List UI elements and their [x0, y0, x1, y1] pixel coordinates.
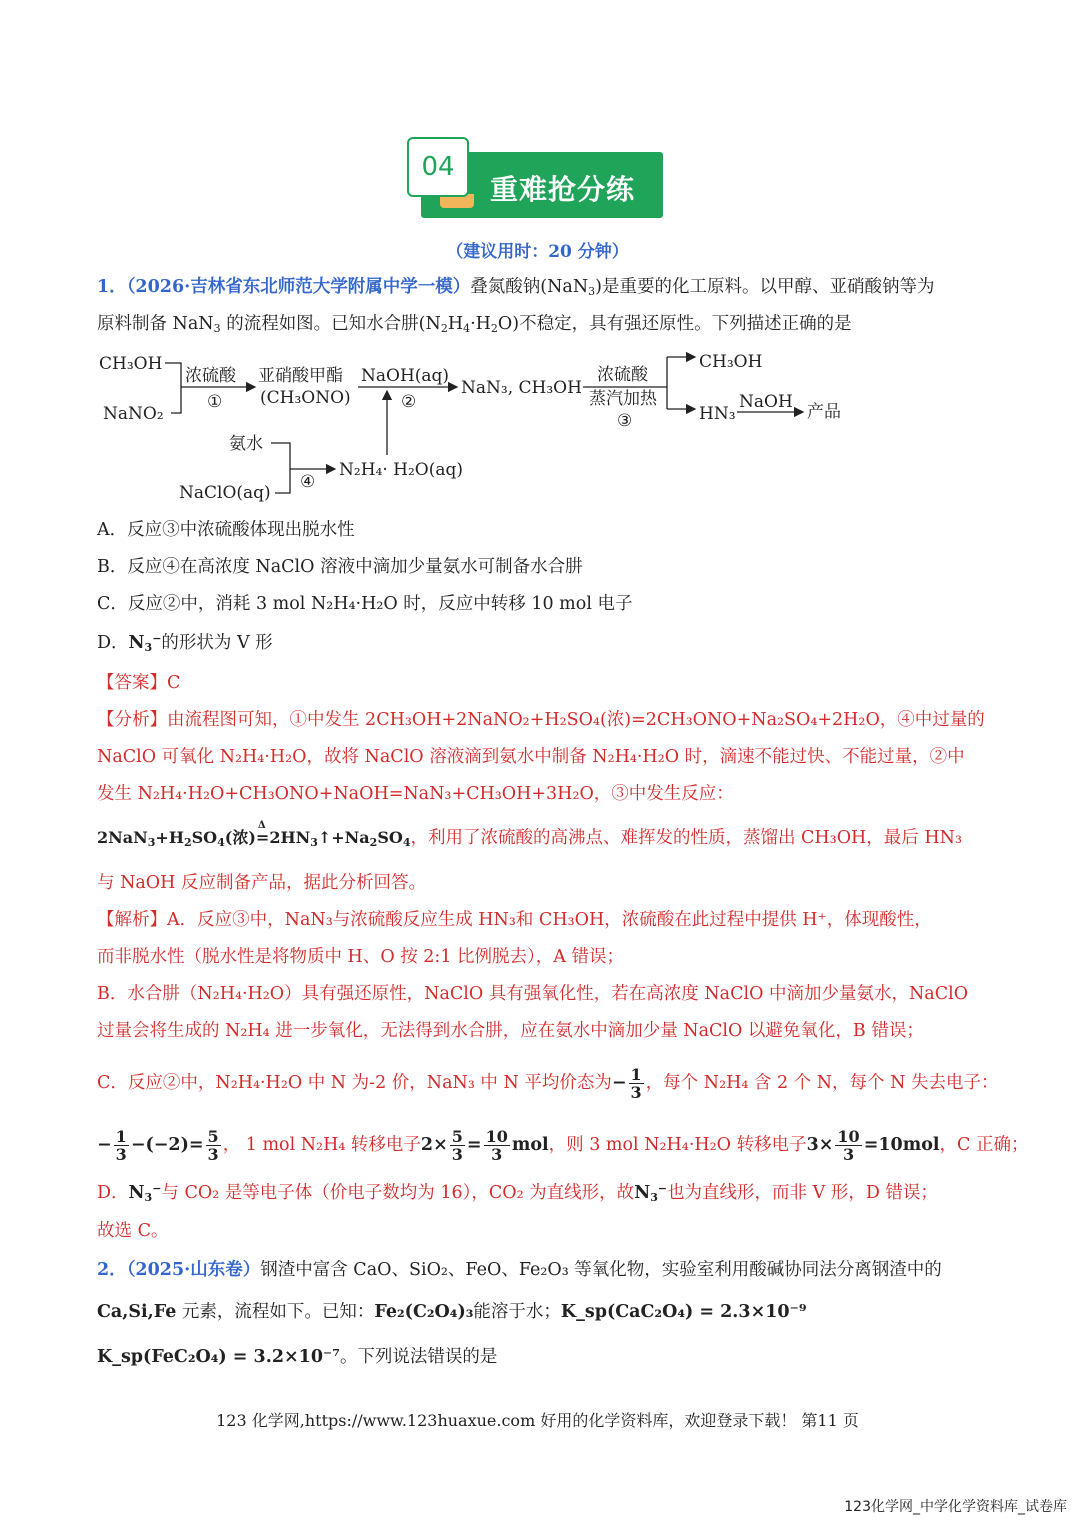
flow-conc-h2so4-2: 浓硫酸 — [597, 365, 648, 385]
q2-ksp-fec2o4: K_sp(FeC₂O₄) = 3.2×10⁻⁷ — [97, 1347, 340, 1367]
option-d-text: 的形状为 V 形 — [161, 633, 273, 653]
flow-product: 产品 — [807, 402, 841, 422]
explain-text: 也为直线形，而非 V 形，D 错误； — [667, 1183, 938, 1203]
q2-line3 — [97, 1345, 497, 1369]
q1-text: 的流程如图。已知水合肼(N — [220, 314, 441, 334]
section-title: 重难抢分练 — [490, 173, 636, 206]
flow-steam-heat: 蒸汽加热 — [589, 389, 657, 409]
q2-line1 — [97, 1258, 942, 1282]
flow-hydrazine: N₂H₄· H₂O(aq) — [339, 460, 463, 480]
option-d: D．$N_3^-$的形状为 V 形 — [97, 632, 273, 654]
q2-number: 2． — [97, 1260, 127, 1280]
flow-out-ch3oh: CH₃OH — [699, 352, 763, 372]
process-flow-diagram — [95, 345, 855, 507]
q2-elements: Ca,Si,Fe — [97, 1302, 177, 1322]
explain-line2: 而非脱水性（脱水性是将物质中 H、O 按 2:1 比例脱去），A 错误； — [97, 947, 624, 967]
explain-line4: 过量会将生成的 N₂H₄ 进一步氧化，无法得到水合肼，应在氨水中滴加少量 NaClO 以避免氧化，B 错误； — [97, 1021, 924, 1041]
analysis-equation-line: $2NaN_3+H_2SO_4$(浓)= Δ $2HN_3↑+Na_2SO_4$，利用了浓硫酸的高沸点、难挥发的性质，蒸馏出 CH₃OH，最后 HN₃ — [97, 820, 962, 849]
explain-text: ， 1 mol N₂H₄ 转移电子 — [222, 1135, 421, 1155]
answer: 【答案】C — [97, 673, 181, 693]
q1-text: ·H — [470, 314, 491, 334]
explain-choose: 故选 C。 — [97, 1221, 169, 1241]
flow-products: NaN₃, CH₃OH — [461, 378, 582, 398]
q2-text: 钢渣中富含 CaO、SiO₂、FeO、Fe₂O₃ 等氧化物，实验室利用酸碱协同法分离钢渣中的 — [260, 1260, 942, 1280]
q1-text: 叠氮酸钠(NaN — [470, 277, 589, 297]
flow-step4: ④ — [300, 472, 316, 492]
q1-text: )是重要的化工原料。以甲醇、亚硝酸钠等为 — [595, 277, 935, 297]
q2-line2 — [97, 1300, 807, 1324]
flow-naoh-aq: NaOH(aq) — [361, 366, 450, 386]
q2-formula: Fe₂(C₂O₄)₃ — [374, 1302, 474, 1322]
analysis-line3: 发生 N₂H₄·H₂O+CH₃ONO+NaOH=NaN₃+CH₃OH+3H₂O，③中发生反应： — [97, 784, 734, 804]
explain-line3: B．水合肼（N₂H₄·H₂O）具有强还原性，NaClO 具有强氧化性，若在高浓度 NaClO 中滴加少量氨水，NaClO — [97, 984, 969, 1004]
explain-text: ，则 3 mol N₂H₄·H₂O 转移电子 — [548, 1135, 807, 1155]
watermark: 123化学网_中学化学资料库_试卷库 — [844, 1499, 1067, 1515]
q2-text: 元素，流程如下。已知： — [176, 1302, 375, 1322]
flow-step3: ③ — [617, 411, 633, 431]
flow-step2: ② — [401, 392, 417, 412]
flow-naclo: NaClO(aq) — [179, 483, 271, 503]
explain-text: C．反应②中，N₂H₄·H₂O 中 N 为-2 价，NaN₃ 中 N 平均价态为 — [97, 1073, 612, 1093]
q1-text: H — [447, 314, 464, 334]
explain-c-line2: − $\frac{1}{3}$ −(−2)= $\frac{5}{3}$ ， 1 mol N₂H₄ 转移电子2× $\frac{5}{3}$ = $\frac{10}{3}$ mol，则 3 mol N₂H₄·H₂O 转移电子3× $\frac{10}{3}$ =10mol，C 正确； — [97, 1127, 1029, 1164]
q1-stem-line1 — [97, 275, 934, 299]
q2-text: 能溶于水； — [473, 1302, 561, 1322]
flow-hn3: HN₃ — [699, 404, 736, 424]
analysis-line2: NaClO 可氧化 N₂H₄·H₂O，故将 NaClO 溶液滴到氨水中制备 N₂H₄·H₂O 时，滴速不能过快、不能过量，②中 — [97, 747, 965, 767]
flow-methyl-nitrite: 亚硝酸甲酯 — [258, 366, 343, 386]
flow-ch3oh: CH₃OH — [99, 354, 163, 374]
q1-text: O)不稳定，具有强还原性。下列描述正确的是 — [497, 314, 852, 334]
explain-text: D． — [97, 1183, 129, 1203]
q1-sub: 3 — [588, 285, 596, 298]
explain-line1: 【解析】A．反应③中，NaN₃与浓硫酸反应生成 HN₃和 CH₃OH，浓硫酸在此过程中提供 H⁺，体现酸性， — [97, 910, 932, 930]
flow-naoh: NaOH — [739, 392, 793, 412]
q2-text: 。下列说法错误的是 — [339, 1347, 498, 1367]
flow-ch3ono: (CH₃ONO) — [260, 388, 351, 408]
flow-conc-h2so4: 浓硫酸 — [185, 366, 236, 386]
flow-nano2: NaNO₂ — [103, 404, 164, 424]
time-hint: （建议用时：20 分钟） — [446, 242, 629, 262]
explain-text: 与 CO₂ 是等电子体（价电子数均为 16），CO₂ 为直线形，故 — [161, 1183, 635, 1203]
page-footer: 123 化学网,https://www.123huaxue.com 好用的化学资料库，欢迎登录下载！ 第11 页 — [216, 1411, 859, 1430]
explain-text: ，每个 N₂H₄ 含 2 个 N，每个 N 失去电子： — [645, 1073, 999, 1093]
flow-step1: ① — [207, 392, 223, 412]
q1-sub: 3 — [213, 322, 221, 335]
q1-number: 1． — [97, 277, 127, 297]
option-b: B．反应④在高浓度 NaClO 溶液中滴加少量氨水可制备水合肼 — [97, 557, 583, 577]
explain-d-line: D．$N_3^-$与 CO₂ 是等电子体（价电子数均为 16），CO₂ 为直线形，故$N_3^-$也为直线形，而非 V 形，D 错误； — [97, 1182, 938, 1204]
analysis-line1: 【分析】由流程图可知，①中发生 2CH₃OH+2NaNO₂+H₂SO₄(浓)=2CH₃ONO+Na₂SO₄+2H₂O，④中过量的 — [97, 710, 985, 730]
q1-stem-line2: 原料制备 NaN$_3$ 的流程如图。已知水合肼$(N_2H_4\cdot H_2O)$不稳定，具有强还原性。下列描述正确的是 — [97, 314, 852, 335]
q2-ksp-cac2o4: K_sp(CaC₂O₄) = 2.3×10⁻⁹ — [560, 1302, 807, 1322]
section-number: 04 — [407, 137, 469, 197]
q1-source: （2026·吉林省东北师范大学附属中学一模） — [126, 277, 471, 297]
analysis-text: ，利用了浓硫酸的高沸点、难挥发的性质，蒸馏出 CH₃OH，最后 HN₃ — [410, 828, 962, 848]
q1-text: 原料制备 NaN — [97, 314, 214, 334]
analysis-line-end: 与 NaOH 反应制备产品，据此分析回答。 — [97, 873, 426, 893]
flow-ammonia: 氨水 — [229, 434, 263, 454]
option-a: A．反应③中浓硫酸体现出脱水性 — [97, 520, 355, 540]
q2-source: （2025·山东卷） — [126, 1260, 261, 1280]
explain-text: ，C 正确； — [939, 1135, 1029, 1155]
explain-c-line1: C．反应②中，N₂H₄·H₂O 中 N 为-2 价，NaN₃ 中 N 平均价态为− $\frac{1}{3}$ ，每个 N₂H₄ 含 2 个 N，每个 N 失去电子： — [97, 1065, 999, 1102]
option-c: C．反应②中，消耗 3 mol N₂H₄·H₂O 时，反应中转移 10 mol 电子 — [97, 594, 633, 614]
